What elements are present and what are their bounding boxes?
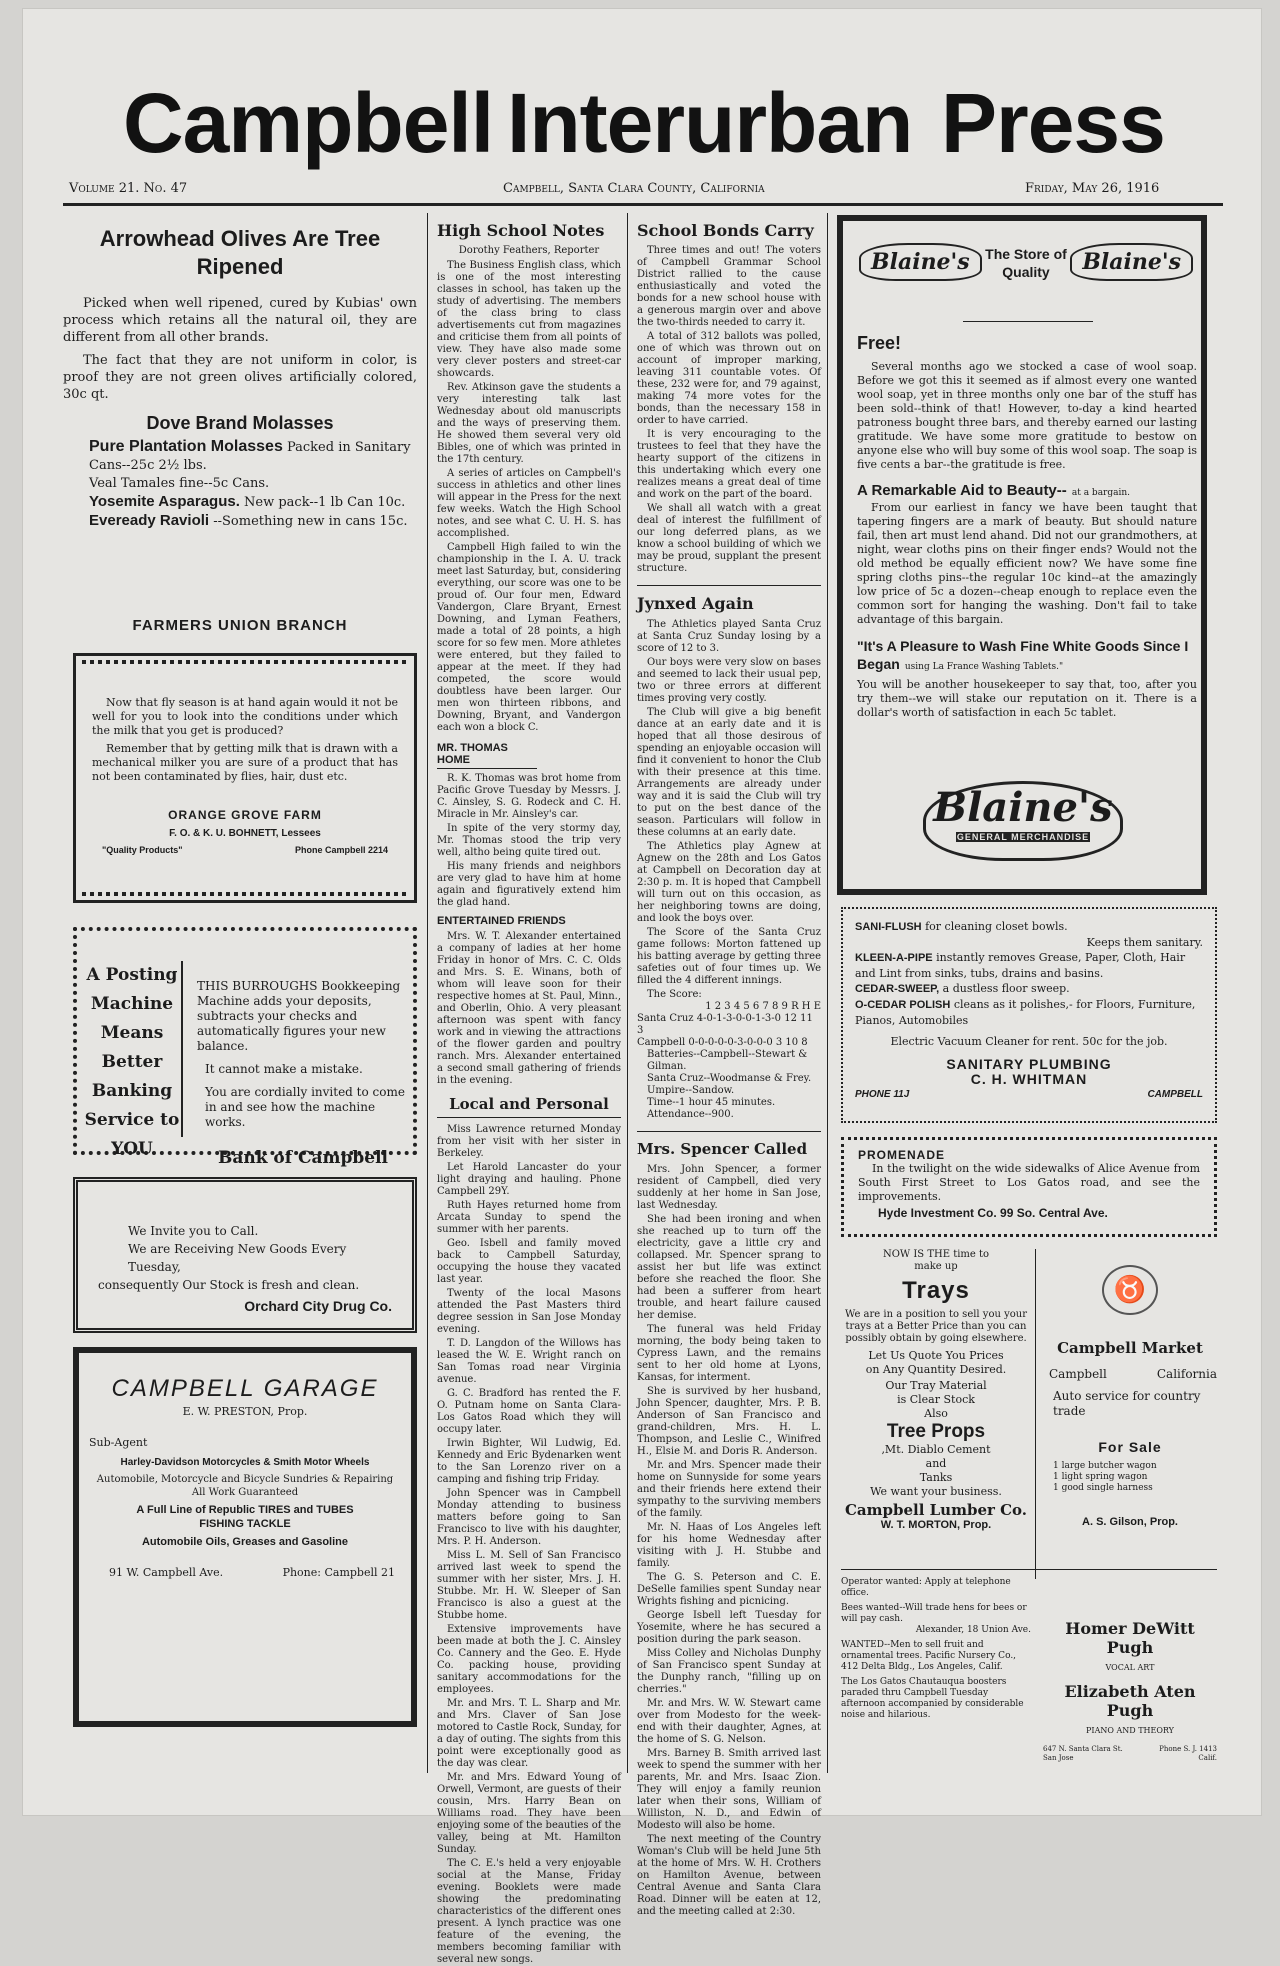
garage-footer: [89, 1566, 401, 1580]
promenade-title: PROMENADE: [858, 1148, 946, 1162]
garage-fishing: FISHING TACKLE: [199, 1518, 291, 1530]
bonds-paragraph: It is very encouraging to the trustees to feel that they have the hearty support of the citizens in this undertaking which every one realizes means a great deal of time and work on the part of the board.: [637, 429, 821, 500]
local-paragraph: Mr. and Mrs. T. L. Sharp and Mr. and Mrs. Claver of San Jose motored to Castle Rock, Sunday, for a day of outing. The sights from this point were exceptionally good as the day was clear.: [437, 1698, 621, 1769]
blaines-logo-right: Blaine's: [1070, 243, 1193, 281]
score-sc-batteries: Santa Cruz--Woodmanse & Frey.: [647, 1073, 812, 1084]
location-line: Campbell, Santa Clara County, California: [503, 181, 765, 196]
local-paragraph: T. D. Langdon of the Willows has leased the W. E. Wright ranch on San Tomas road near Virginia avenue.: [437, 1338, 621, 1385]
molasses-line: [63, 438, 417, 475]
asparagus-line: [63, 493, 417, 512]
wash-title: "It's A Pleasure to Wash Fine White Goods Since I Began: [857, 638, 1189, 672]
wash-small: using La France Washing Tablets.": [904, 662, 1064, 672]
pugh-footer: [1043, 1745, 1217, 1765]
wash-heading: [857, 637, 1197, 676]
blaines-body: [857, 333, 1197, 720]
border-ornament: [82, 892, 408, 896]
bank-right-panel: [197, 979, 409, 1168]
pugh-ad: [1043, 1619, 1217, 1762]
blaines-store-of-quality: The Store of Quality: [985, 246, 1067, 280]
spencer-paragraph: The funeral was held Friday morning, the body being taken to Cypress Lawn, and the remains sent to her old home at Lyons, Kansas, for interment.: [637, 1324, 821, 1383]
entertained-paragraph: Mrs. W. T. Alexander entertained a company of ladies at her home Friday in honor of Mrs. C. C. Olds and Mrs. S. E. Winans, both of whom will leave soon for their respective homes at St. Paul, Minn., and Oberlin, Ohio. A very pleasant afternoon was spent with fancy work and in viewing the attractions of the flower garden and poultry ranch. Mrs. Alexander entertained a second small gathering of friends in the evening.: [437, 931, 621, 1086]
local-paragraph: Mr. and Mrs. Edward Young of Orwell, Vermont, are guests of their cousin, Mrs. Harry Bean on Williams road. They have been enjoying some of the beauties of the valley, being at Mt. Hamilton Sunday.: [437, 1772, 621, 1855]
ravioli-desc: --Something new in cans 15c.: [213, 514, 408, 529]
local-paragraph: Ruth Hayes returned home from Arcata Sunday to spend the summer with her parents.: [437, 1200, 621, 1235]
spencer-title: Mrs. Spencer Called: [637, 1131, 821, 1158]
column-rule-3: [827, 213, 828, 1773]
school-bonds-title: School Bonds Carry: [637, 221, 814, 240]
thomas-paragraph-1: R. K. Thomas was brot home from Pacific Grove Tuesday by Messrs. J. C. Ainsley, S. G. Rodeck and C. H. Miracle in Mr. Ainsley's car.: [437, 773, 621, 820]
classified-item: WANTED--Men to sell fruit and ornamental trees. Pacific Nursery Co., 412 Delta Bldg., Los Angeles, Calif.: [841, 1640, 1017, 1672]
props-line-3: Tanks: [919, 1471, 953, 1484]
spencer-paragraph: Mr. and Mrs. W. W. Stewart came over from Modesto for the week-end with their daughter, Agnes, at the home of S. G. Nelson.: [637, 1698, 821, 1745]
bank-paragraph-1: THIS BURROUGHS Bookkeeping Machine adds your deposits, subtracts your checks and automatically figures your new balance.: [197, 979, 401, 1053]
bonds-paragraph: We shall all watch with a great deal of interest the fulfillment of our long deferred plans, as we know a school building of which we may be proud, supplant the present structure.: [637, 503, 821, 574]
thomas-title: MR. THOMAS HOME: [437, 742, 537, 769]
aid-paragraph: From our earliest in fancy we have been taught that tapering fingers are a mark of beauty. But should nature fail, then art must lend ahand. Did not our grandmothers, at night, wear cloths pins on their finger ends? Would not the old method be equally efficient now? We have some fine spring cloths pins--the regular 10c kind--at the amazingly low price of 5c a dozen--cheap enough to replace even the common sort for hanging the washing. Don't fail to take advantage of this bargain.: [857, 501, 1197, 626]
plumb-line-3: [855, 981, 1203, 997]
cedar-sweep-name: CEDAR-SWEEP,: [855, 983, 940, 995]
jynxed-paragraph: The Athletics play Agnew at Agnew on the 28th and Los Gatos at Campbell on Decoration day at 2:30 p. m. It is hoped that Campbell will turn out on this occasion, as her neighboring towns are doing, and look the boys over.: [637, 841, 821, 924]
bank-left-line: Machine: [90, 994, 174, 1014]
hs-reporter: Dorothy Feathers, Reporter: [458, 245, 600, 256]
garage-prop: E. W. PRESTON, Prop.: [182, 1405, 308, 1418]
drug-ad-box: [73, 1177, 417, 1333]
masthead-word-campbell: Campbell: [123, 76, 494, 170]
aid-title: A Remarkable Aid to Beauty--: [857, 482, 1067, 499]
o-cedar-name: O-CEDAR POLISH: [855, 999, 951, 1011]
free-paragraph: Several months ago we stocked a case of wool soap. Before we got this it seemed as if almost every one wanted wool soap, yet in three months only one bar of the stuff has been sold--think of that! However, to-day a kind hearted patroness bought three bars, and thereby earned our lasting gratitude. We have some more gratitude to bestow on anyone else who will buy some of this wool soap. The soap is five cents a bar--the gratitude is free.: [857, 360, 1197, 471]
score-label: The Score:: [647, 989, 702, 1000]
hs-notes-title: High School Notes: [437, 221, 605, 240]
newspaper-page: [22, 8, 1262, 1965]
hs-paragraph-2: Rev. Atkinson gave the students a very interesting talk last Wednesday about old manuscripts and the ways of preserving them. He showed them several very old Bibles, one of which was printed in the 17th century.: [437, 382, 621, 465]
plumb-line-2: [855, 950, 1203, 981]
spencer-paragraph: Mr. and Mrs. Spencer made their home on Sunnyside for some years and their friends here extend their sympathy to the surviving members of the family.: [637, 1460, 821, 1519]
blaines-header: [853, 235, 1193, 291]
plumbing-owner: C. H. WHITMAN: [970, 1071, 1088, 1087]
score-santa-cruz: Santa Cruz 4-0-1-3-0-0-1-3-0 12 11 3: [637, 1013, 813, 1036]
plumb-line-4: [855, 997, 1203, 1028]
bank-paragraph-2: It cannot make a mistake.: [205, 1062, 363, 1076]
issue-date: Friday, May 26, 1916: [1025, 181, 1160, 196]
jynxed-paragraph: Our boys were very slow on bases and seemed to lack their usual pep, two or three errors at different times proving very costly.: [637, 657, 821, 704]
cedar-sweep-desc: a dustless floor sweep.: [942, 982, 1070, 995]
farmers-union-title: FARMERS UNION BRANCH: [132, 617, 348, 634]
masthead-word-press: Press: [941, 76, 1165, 170]
trays-quote: Let Us Quote You Prices on Any Quantity Desired.: [865, 1349, 1007, 1376]
garage-phone: Phone: Campbell 21: [282, 1566, 395, 1579]
spencer-paragraph: Mrs. John Spencer, a former resident of Campbell, died very suddenly at her home in San Jose, last Wednesday.: [637, 1164, 821, 1211]
blaines-logo-left: Blaine's: [859, 243, 982, 281]
masthead: [23, 75, 1263, 185]
jynxed-title: Jynxed Again: [637, 585, 821, 613]
trays-paragraph: We are in a position to sell you your trays at a Better Price than you can possibly obtain by going elsewhere.: [845, 1309, 1027, 1344]
hs-paragraph-4: Campbell High failed to win the championship in the I. A. U. track meet last Saturday, but, considering everything, our score was one to be proud of. Our four men, Edward Vandergon, Clare Bryant, Ernest Downing, and Lyman Feathers, made a total of 28 points, a high score for so few men. More athletes were entered, but they failed to appear at the meet. If they had competed, the score would doubtless have been larger. Our men won thirteen ribbons, and Downing, Bryant, and Vandergon each won a block C.: [437, 542, 621, 733]
plumb-line-1b: Keeps them sanitary.: [1086, 936, 1203, 949]
bank-left-line: Service to: [84, 1110, 180, 1130]
promenade-paragraph: In the twilight on the wide sidewalks of Alice Avenue from South First Street to Los Gatos road, and see the improvements.: [858, 1162, 1200, 1203]
garage-harley: Harley-Davidson Motorcycles & Smith Motor Wheels: [120, 1457, 370, 1468]
plumb-line-1: [855, 919, 1203, 935]
trays-title: Trays: [902, 1277, 970, 1304]
dateline: [23, 181, 1263, 201]
vocal-art: VOCAL ART: [1105, 1663, 1155, 1672]
drug-line-3: consequently Our Stock is fresh and clean.: [98, 1278, 360, 1292]
garage-guarantee: All Work Guaranteed: [191, 1487, 299, 1498]
sale-line-1: 1 large butcher wagon: [1053, 1461, 1157, 1471]
masthead-rule: [63, 203, 1223, 206]
sale-line-2: 1 light spring wagon: [1053, 1472, 1148, 1482]
bank-left-line: YOU: [111, 1139, 153, 1159]
divider: [841, 1569, 1217, 1570]
garage-address: 91 W. Campbell Ave.: [109, 1566, 224, 1579]
spencer-paragraph: George Isbell left Tuesday for Yosemite, where he has secured a position during the park season.: [637, 1610, 821, 1645]
market-town: Campbell: [1049, 1367, 1107, 1381]
garage-sundries: Automobile, Motorcycle and Bicycle Sundries & Repairing: [96, 1474, 394, 1485]
score-batteries: Batteries--Campbell--Stewart & Gilman.: [647, 1049, 808, 1072]
classified-item: Operator wanted: Apply at telephone office.: [841, 1577, 1011, 1598]
kleen-a-pipe-desc: instantly removes Grease, Paper, Cloth, Hair and Lint from sinks, tubs, drains and basins.: [855, 951, 1186, 980]
plumb-town: CAMPBELL: [1147, 1089, 1203, 1100]
drug-name: Orchard City Drug Co.: [244, 1298, 392, 1314]
local-paragraph: Let Harold Lancaster do your light draying and hauling. Phone Campbell 29Y.: [437, 1162, 621, 1197]
props-line-1: ,Mt. Diablo Cement: [881, 1443, 991, 1456]
hs-paragraph-3: A series of articles on Campbell's success in athletics and other lines will appear in the Press for the next few weeks. Watch the High School notes, and see what C. U. H. S. has accomplished.: [437, 468, 621, 539]
farm-lessees: F. O. & K. U. BOHNETT, Lessees: [169, 828, 321, 839]
veal-line: Veal Tamales fine--5c Cans.: [89, 476, 270, 491]
farm-paragraph-2: Remember that by getting milk that is drawn with a mechanical milker you are sure of a product that has not been contaminated by flies, hair, dust etc.: [92, 742, 398, 783]
thomas-paragraph-2: In spite of the very stormy day, Mr. Thomas stood the trip very well, altho being quite tired out.: [437, 823, 621, 858]
aid-heading: [857, 480, 1197, 499]
local-paragraph: Miss Lawrence returned Monday from her visit with her sister in Berkeley.: [437, 1124, 621, 1159]
masthead-word-interurban: Interurban: [507, 76, 913, 170]
plantation-name: Pure Plantation Molasses: [89, 438, 283, 455]
for-sale-title: For Sale: [1098, 1439, 1162, 1455]
lumber-ad: [841, 1249, 1031, 1565]
classified-item: Alexander, 18 Union Ave.: [915, 1625, 1031, 1635]
farm-phone: Phone Campbell 2214: [294, 845, 388, 855]
blaines-large-logo: [923, 781, 1123, 861]
market-ad: [1043, 1265, 1217, 1575]
divider: [963, 321, 1093, 322]
spencer-paragraph: The G. S. Peterson and C. E. DeSelle families spent Sunday near Wrights fishing and picnicing.: [637, 1572, 821, 1607]
aid-small: at a bargain.: [1071, 488, 1131, 498]
hyde-investment: Hyde Investment Co. 99 So. Central Ave.: [878, 1206, 1108, 1220]
entertained-title: ENTERTAINED FRIENDS: [437, 915, 566, 927]
sani-flush-name: SANI-FLUSH: [855, 921, 922, 933]
free-title: Free!: [857, 333, 902, 353]
column-rule-4: [1035, 1249, 1036, 1579]
bank-left-line: A Posting: [86, 965, 178, 985]
column-3: [637, 221, 821, 1917]
sani-flush-desc: for cleaning closet bowls.: [925, 920, 1068, 933]
trays-now: NOW IS THE time to make up: [882, 1249, 990, 1272]
asparagus-desc: New pack--1 lb Can 10c.: [244, 495, 406, 510]
homer-pugh-name: Homer DeWitt Pugh: [1065, 1619, 1195, 1657]
plumb-footer: [855, 1087, 1203, 1101]
local-paragraph: G. C. Bradford has rented the F. O. Putnam home on Santa Clara-Los Gatos Road which they will occupy later.: [437, 1388, 621, 1435]
garage-oils: Automobile Oils, Greases and Gasoline: [141, 1536, 348, 1548]
local-paragraph: Geo. Isbell and family moved back to Campbell Saturday, occupying the house they vacated last year.: [437, 1238, 621, 1285]
blaines-ad-box: [837, 215, 1207, 895]
hs-paragraph-1: The Business English class, which is one of the most interesting classes in school, has taken up the study of advertising. The members of the class bring to class advertisements cut from magazines and criticise them from all points of view. They have also made some very clever posters and street-car showcards.: [437, 260, 621, 379]
bank-left-panel: [83, 961, 183, 1159]
market-location: [1043, 1367, 1217, 1383]
farm-name: ORANGE GROVE FARM: [168, 808, 322, 822]
pugh-phone: Phone S. J. 1413 Calif.: [1159, 1745, 1217, 1762]
trays-material: Our Tray Material is Clear Stock: [885, 1379, 987, 1406]
plantation-desc: Packed in Sanitary Cans--25c 2½ lbs.: [89, 440, 411, 473]
olives-ad: [63, 225, 417, 625]
market-auto: Auto service for country trade: [1053, 1389, 1201, 1418]
farm-footer: [92, 845, 398, 857]
props-line-2: and: [925, 1457, 947, 1470]
local-paragraph: Irwin Bighter, Wil Ludwig, Ed. Kennedy and Eric Bydenarken went to the San Lorenzo river on a camping and fishing trip Friday.: [437, 1438, 621, 1485]
promenade-ad-box: [841, 1137, 1217, 1237]
lumber-prop: W. T. MORTON, Prop.: [880, 1519, 992, 1531]
local-paragraph: Twenty of the local Masons attended the Past Masters third degree session in San Jose Monday evening.: [437, 1288, 621, 1335]
score-campbell: Campbell 0-0-0-0-0-3-0-0-0 3 10 8: [637, 1037, 808, 1048]
column-2: [437, 221, 621, 1965]
local-paragraph: Miss L. M. Sell of San Francisco arrived last week to spend the summer with her sister, Mrs. J. H. Stubbe. Mr. H. W. Sleeper of San Francisco is also a guest at the Stubbe home.: [437, 1550, 621, 1621]
piano-theory: PIANO AND THEORY: [1086, 1726, 1174, 1735]
classified-item: Bees wanted--Will trade hens for bees or will pay cash.: [841, 1603, 1027, 1624]
plumbing-ad-box: [841, 907, 1217, 1123]
sale-line-3: 1 good single harness: [1053, 1483, 1153, 1493]
pugh-address: 647 N. Santa Clara St. San Jose: [1043, 1745, 1123, 1762]
bank-name: Bank of Campbell: [217, 1148, 389, 1168]
bank-left-line: Banking: [91, 1081, 173, 1101]
classified-item: The Los Gatos Chautauqua boosters paraded thru Campbell Tuesday afternoon accompanied by considerable noise and hilarious.: [841, 1677, 1024, 1720]
bank-left-line: Means Better: [100, 1023, 164, 1072]
market-name: Campbell Market: [1057, 1339, 1203, 1357]
asparagus-name: Yosemite Asparagus.: [89, 493, 240, 510]
column-rule-2: [627, 213, 628, 1773]
blaines-general-merchandise: GENERAL MERCHANDISE: [956, 832, 1090, 842]
spencer-paragraph: She is survived by her husband, John Spencer, daughter, Mrs. P. B. Anderson of San Francisco and grand-children, Mrs. H. L. Thompson, and Leslie C., Winifred H., Elsie M. and Doris R. Anderson.: [637, 1386, 821, 1457]
elizabeth-pugh-name: Elizabeth Aten Pugh: [1064, 1682, 1196, 1720]
spencer-paragraph: Mrs. Barney B. Smith arrived last week to spend the summer with her parents, Mr. and Mrs. Isaac Zion. They will enjoy a family reunion later when their sons, William of Williston, N. D., and Edwin of Modesto will also be home.: [637, 1748, 821, 1831]
bank-paragraph-3: You are cordially invited to come in and see how the machine works.: [205, 1085, 405, 1129]
column-rule-1: [427, 213, 428, 1773]
plumbing-title: SANITARY PLUMBING: [946, 1056, 1112, 1072]
spencer-paragraph: Mr. N. Haas of Los Angeles left for his home Wednesday after visiting with J. H. Stubbe and family.: [637, 1522, 821, 1569]
local-paragraph: The C. E.'s held a very enjoyable social at the Manse, Friday evening. Booklets were made showing the predominating characteristics of the different ones present. A lynch practice was one feature of the evening, the members becoming familiar with several new songs.: [437, 1858, 621, 1965]
farm-ad-box: [73, 653, 417, 903]
plumb-line-5: Electric Vacuum Cleaner for rent. 50c for the job.: [890, 1035, 1168, 1048]
spencer-paragraph: Miss Colley and Nicholas Dunphy of San Francisco spent Sunday at the Dunphy ranch, "filling up on cherries.": [637, 1648, 821, 1695]
score-time: Time--1 hour 45 minutes.: [647, 1097, 776, 1108]
garage-title: CAMPBELL GARAGE: [111, 1375, 379, 1402]
score-attendance: Attendance--900.: [647, 1109, 734, 1120]
ravioli-line: [63, 512, 417, 531]
garage-subagent: Sub-Agent: [89, 1436, 148, 1449]
olives-title: Arrowhead Olives Are Tree Ripened: [99, 226, 381, 279]
garage-ad-box: [73, 1347, 417, 1727]
molasses-title: Dove Brand Molasses: [146, 413, 334, 433]
bonds-paragraph: A total of 312 ballots was polled, one of which was thrown out on account of improper marking, leaving 311 countable votes. Of these, 232 were for, and 79 against, making 74 more votes for the bonds, than the necessary 158 in order to have carried.: [637, 331, 821, 426]
olives-paragraph-1: Picked when well ripened, cured by Kubias' own process which retains all the natural oil, they are different from all other brands.: [63, 296, 417, 345]
lumber-name: Campbell Lumber Co.: [844, 1501, 1028, 1519]
local-paragraph: John Spencer was in Campbell Monday attending to business matters before going to San Francisco to live with his daughter, Mrs. P. H. Anderson.: [437, 1488, 621, 1547]
o-cedar-desc: cleans as it polishes,- for Floors, Furniture, Pianos, Automobiles: [855, 998, 1196, 1027]
farm-paragraph-1: Now that fly season is at hand again would it not be well for you to look into the conditions under which the milk that you get is produced?: [92, 696, 398, 737]
score-umpire: Umpire--Sandow.: [647, 1085, 735, 1096]
trays-also: Also: [924, 1407, 948, 1420]
volume-number: Volume 21. No. 47: [69, 181, 188, 196]
thomas-paragraph-3: His many friends and neighbors are very glad to have him at home again and figuratively extend him the glad hand.: [437, 861, 621, 908]
tree-props-title: Tree Props: [886, 1421, 986, 1442]
bull-head-icon: ♉: [1102, 1265, 1158, 1315]
jynxed-paragraph: The Athletics played Santa Cruz at Santa Cruz Sunday losing by a score of 12 to 3.: [637, 619, 821, 654]
props-line-4: We want your business.: [870, 1485, 1002, 1498]
local-personal-title: Local and Personal: [437, 1095, 621, 1118]
border-ornament: [82, 660, 408, 664]
olives-paragraph-2: The fact that they are not uniform in color, is proof they are not green olives artificially colored, 30c qt.: [63, 353, 417, 402]
drug-line-2: We are Receiving New Goods Every Tuesday,: [128, 1242, 347, 1274]
farm-quality: "Quality Products": [102, 845, 183, 855]
bank-ad-box: [73, 927, 417, 1168]
spencer-paragraph: The next meeting of the Country Woman's Club will be held June 5th at the home of Mrs. W. H. Crothers on Hamilton Avenue, between Central Avenue and Santa Clara Road. Dinner will be eaten at 12, and the meeting called at 2:30.: [637, 1834, 821, 1917]
local-paragraph: Extensive improvements have been made at both the J. C. Ainsley Co. Cannery and the Geo. E. Hyde Co. packing house, providing sanitary accommodations for the employees.: [437, 1624, 621, 1695]
drug-line-1: We Invite you to Call.: [128, 1224, 259, 1238]
spencer-paragraph: She had been ironing and when she reached up to turn off the electricity, gave a little cry and collapsed. Mr. Spencer sprang to assist her but life was extinct before she reached the floor. She had been a sufferer from heart trouble, and heart failure caused her demise.: [637, 1214, 821, 1321]
bonds-paragraph: Three times and out! The voters of Campbell Grammar School District rallied to the cause enthusiastically and voted the bonds for a new school house with a generous margin over and above the two-thirds needed to carry it.: [637, 245, 821, 328]
score-header: 1 2 3 4 5 6 7 8 9 R H E: [705, 1001, 821, 1012]
jynxed-paragraph: The Score of the Santa Cruz game follows: Morton fattened up his batting average by getting three safeties out of four times up. We filled the 4 different innings.: [637, 927, 821, 986]
jynxed-paragraph: The Club will give a big benefit dance at an early date and it is hoped that all those desirous of spending an enjoyable occasion will find it convenient to honor the Club with their presence at this time. Arrangements are already under way and it is said the Club will try to put on the best dance of the season. Particulars will follow in these columns at an early date.: [637, 707, 821, 838]
plumb-phone: PHONE 11J: [855, 1089, 910, 1100]
wash-paragraph: You will be another housekeeper to say that, too, after you try them--we will stake our reputation on it. There is a dollar's worth of satisfaction in each 5c tablet.: [857, 678, 1197, 719]
garage-tires: A Full Line of Republic TIRES and TUBES: [136, 1504, 354, 1516]
classifieds: [841, 1577, 1031, 1757]
blaines-large-name: Blaine's: [933, 784, 1113, 831]
ravioli-name: Eveready Ravioli: [89, 512, 210, 529]
kleen-a-pipe-name: KLEEN-A-PIPE: [855, 952, 933, 964]
market-prop: A. S. Gilson, Prop.: [1082, 1516, 1178, 1528]
market-state: California: [1156, 1367, 1217, 1381]
